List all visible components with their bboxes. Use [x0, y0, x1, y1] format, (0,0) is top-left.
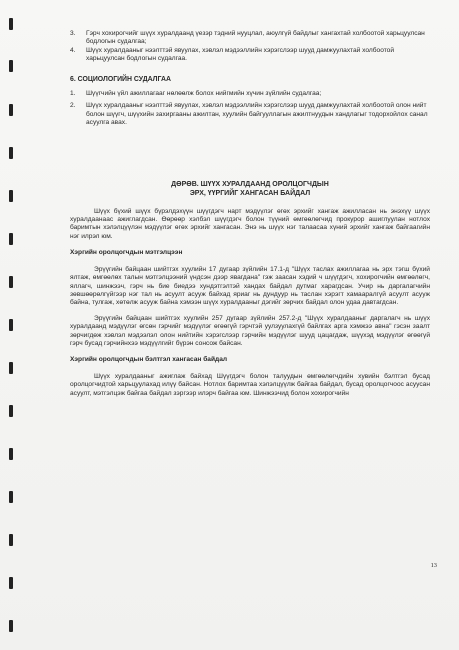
binding-hole — [9, 233, 13, 245]
subsection-heading: Хэргийн оролцогчдын бэлтгэл хангасан байдал — [70, 356, 228, 364]
binding-hole — [9, 276, 13, 288]
binding-hole — [9, 448, 13, 460]
page-number: 13 — [430, 562, 437, 569]
chapter-heading — [70, 180, 430, 198]
paragraph: Эрүүгийн байцаан шийтгэх хуулийн 17 дугаар зүйлийн 17.1-д "Шүүх таслах ажиллагаа нь эрх тэгш бүхий ялтаж, өмгөөлөх талын мэтгэлцээний үндсэн дээр явагдана" гэж заасан хэдий ч шүүгдэгч, хохирогчийн өмгөөлөгч, яллагч, шинжээч, гэрч нь бие биедээ хундэтгэлтэй хандах байдал дутмаг харагдсан. Учир нь даргалагчийн зөвшөөрөлгүйгээр нэг тал нь асуулт асууж байхад яриаг нь дундуур нь таслан хэрэгт хамааралгүй асуулт асууж байна, тулгаж, хөтөлж асууж байна хэмээн шүүх хуралдааныг дэгийг зөрчих байдал олон удаа давтагдсан. — [70, 265, 430, 307]
list-text: Шүүх хуралдааныг нээлттэй явуулах, хэвлэл мэдээллийн хэрэгслээр шууд дамжуулахтай холбоотой олон нийт болон шүүгч, шүүхийн захиргааны ажилтан, хуулийн байгууллагын ажилтнуудын хандлагыг тодорхойлох санал асуулга авах. — [86, 102, 428, 127]
list-number: 3. — [70, 30, 76, 37]
paragraph: Шүүх хуралдааныг ажиглаж байхад Шүүгдэгч болон талуудын өмгөөлөгчдийн хувийн бэлтгэл бусад оролцогчидтой харьцуулахад илүү байсан. Нотлох баримтаа хэлэлцүүлж байгаа байдал, бусад оролцогчоос асуусан асуулт, мэтгэлцэж байгаа байдал зэргээр илэрч байгаа юм. Шинжээчид болон хохирогчийн — [70, 372, 430, 397]
binding-hole — [9, 491, 13, 503]
chapter-heading-line: ДӨРӨВ. ШҮҮХ ХУРАЛДААНД ОРОЛЦОГЧДЫН — [171, 180, 329, 188]
paragraph: Шүүх бүхий шүүх бүрэлдэхүүн шүүгдэгч нарт мэдүүлэг өгөх эрхийг хангаж ажилласан нь энэхүү шүүх хуралдаанаас ажиглагдсан. Өөрөөр хэлбэл шүүгдэгч болон түүний өмгөөлөгчид прокурор ашиглуулан нотлох баримтын хэлэлцүүлэн мэдүүлэг өгөх эрхийг хангасан. Энэ нь шүүх нэг талаасаа хүний эрхийг хангаж байгаагийн нэг илрэл юм. — [70, 207, 430, 240]
binding-hole — [9, 577, 13, 589]
binding-hole — [9, 18, 13, 30]
list-text: Гэрч хохирогчийг шүүх хуралдаанд үезэр тэдний нууцлал, аюулгүй байдлыг хангахтай холбоотой харьцуулсан бодлогын судалгаа; — [86, 30, 425, 46]
list-text: Шүүгчийн үйл ажиллагааг нөлөөлж болох нийгмийн хүчин зүйлийн судалгаа; — [86, 90, 322, 98]
binding-hole — [9, 147, 13, 159]
binding-holes — [9, 0, 15, 650]
binding-hole — [9, 104, 13, 116]
subsection-heading: Хэргийн оролцогчдын мэтгэлцээн — [70, 249, 183, 257]
list-item — [70, 102, 430, 127]
binding-hole — [9, 405, 13, 417]
list-text: Шүүх хуралдааныг нээлттэй явуулах, хэвлэл мэдээллийн хэрэгслээр шууд дамжуулахтай холбоотой харьцуулсан бодлогын судалгаа. — [86, 46, 395, 63]
list-item — [70, 47, 430, 64]
list-number: 4. — [70, 46, 76, 54]
binding-hole — [9, 534, 13, 546]
chapter-heading-line: ЭРХ, ҮҮРГИЙГ ХАНГАСАН БАЙДАЛ — [189, 189, 311, 197]
list-item — [70, 30, 430, 47]
binding-hole — [9, 319, 13, 331]
page-content — [70, 30, 430, 405]
binding-hole — [9, 620, 13, 632]
section-heading: 6. СОЦИОЛОГИЙН СУДАЛГАА — [70, 75, 171, 83]
binding-hole — [9, 362, 13, 374]
binding-hole — [9, 190, 13, 202]
paragraph: Эрүүгийн байцаан шийтгэх хуулийн 257 дугаар зүйлийн 257.2-д "Шүүх хуралдааныг даргалагч нь шүүх хуралдаанд мэдүүлэг өгсөн гэрчийг мэдүүлэг өгөөгүй гэрчтэй уулзуулахгүй байлгах арга хэмжээ авна" гэсэн заалт зөрчигдөж хэвлэл мэдээлэл олон нийтийн хэрэгслээр гэрчийн мэдүүлэг шууд цацагдаж, шүүхэд мэдүүлэг өгөөгүй гэрч бусад гэрчийнхээ мэдүүлгийг бүрэн сонсож байсан. — [70, 314, 430, 347]
list-number: 2. — [70, 102, 76, 110]
list-number: 1. — [70, 90, 76, 98]
list-item — [70, 90, 430, 98]
binding-hole — [9, 60, 13, 72]
